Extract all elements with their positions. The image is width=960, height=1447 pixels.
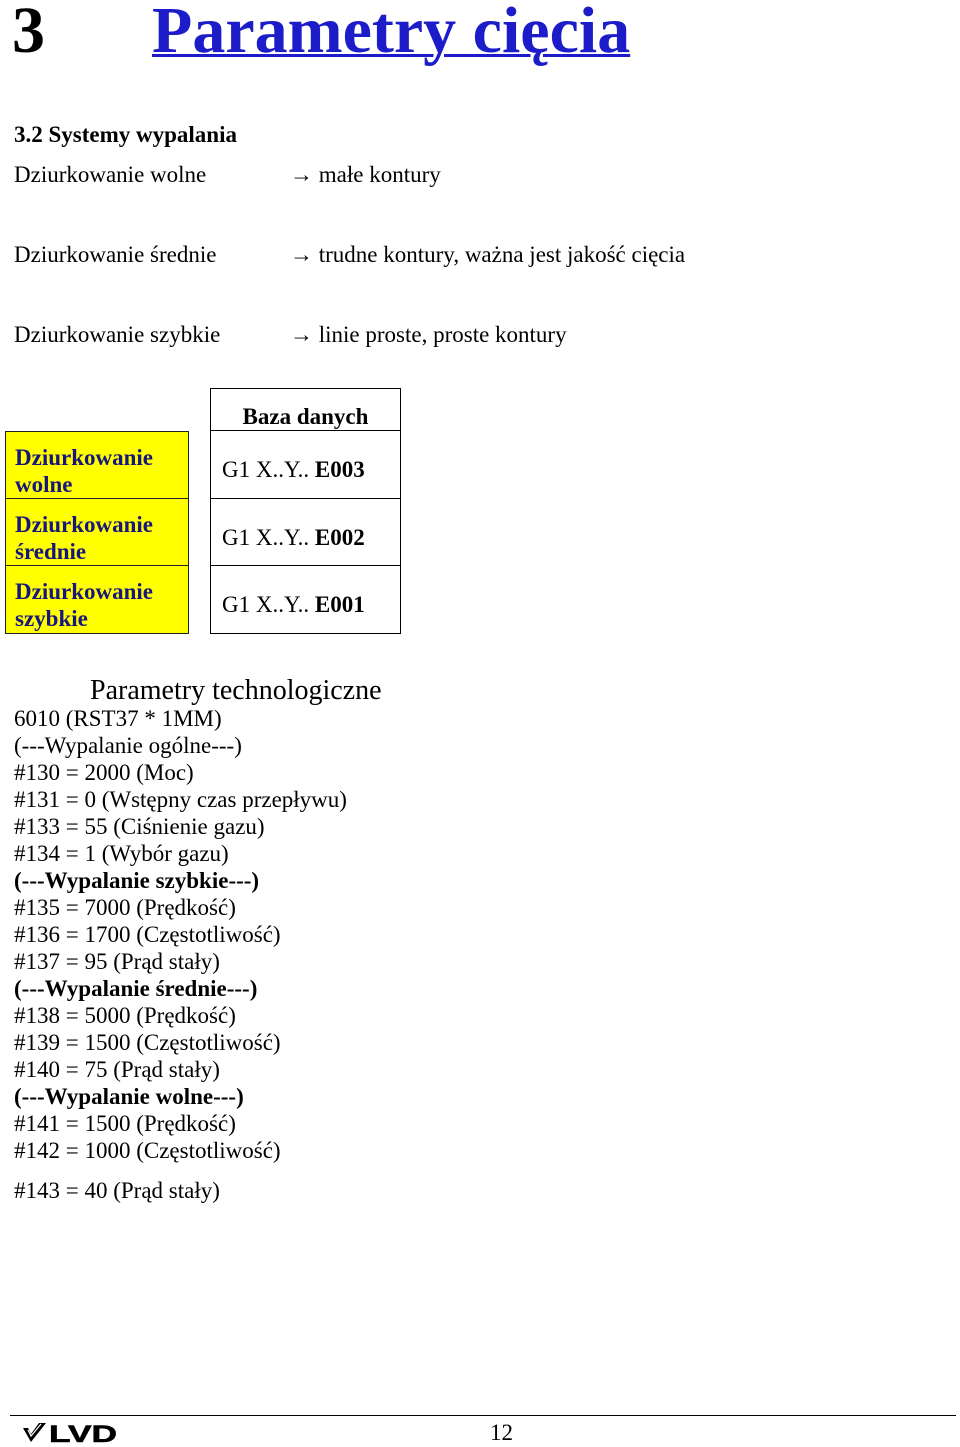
db-command: G1 X..Y.. — [222, 592, 310, 617]
parameter-line: #134 = 1 (Wybór gazu) — [14, 841, 229, 866]
parameter-line: #137 = 95 (Prąd stały) — [14, 949, 220, 974]
parameter-group-heading: (---Wypalanie szybkie---) — [14, 868, 260, 893]
parameter-group-heading: (---Wypalanie wolne---) — [14, 1084, 244, 1109]
table-db-cell — [210, 498, 401, 566]
db-code: E002 — [314, 525, 365, 550]
parameter-line: #133 = 55 (Ciśnienie gazu) — [14, 814, 265, 839]
db-code: E001 — [314, 592, 365, 617]
table-header-database: Baza danych — [210, 388, 401, 431]
table-mode-label: Dziurkowanie wolne — [15, 445, 153, 497]
parameters-list — [14, 705, 347, 1204]
table-mode-label: Dziurkowanie szybkie — [15, 579, 153, 631]
parameter-line: 6010 (RST37 * 1MM) — [14, 706, 222, 731]
chapter-number: 3 — [12, 0, 45, 67]
parameter-line: #136 = 1700 (Częstotliwość) — [14, 922, 281, 947]
table-mode-cell — [5, 565, 189, 634]
chapter-title: Parametry cięcia — [152, 0, 631, 67]
mode-description: → trudne kontury, ważna jest jakość cięcia — [290, 242, 686, 267]
mode-name: Dziurkowanie wolne — [14, 162, 207, 187]
db-command: G1 X..Y.. — [222, 457, 310, 482]
parameter-group-heading: (---Wypalanie średnie---) — [14, 976, 258, 1001]
parameter-line: #142 = 1000 (Częstotliwość) — [14, 1138, 281, 1163]
table-mode-cell — [5, 431, 189, 499]
mode-description: → małe kontury — [290, 162, 441, 187]
table-mode-label: Dziurkowanie średnie — [15, 512, 153, 564]
parameter-line: #135 = 7000 (Prędkość) — [14, 895, 236, 920]
parameter-group-heading: (---Wypalanie ogólne---) — [14, 733, 242, 758]
parameters-title: Parametry technologiczne — [90, 675, 382, 706]
parameter-line: #141 = 1500 (Prędkość) — [14, 1111, 236, 1136]
mode-description: → linie proste, proste kontury — [290, 322, 567, 347]
footer-rule — [10, 1415, 956, 1416]
section-title: 3.2 Systemy wypalania — [14, 122, 237, 147]
table-mode-cell — [5, 498, 189, 566]
mode-name: Dziurkowanie szybkie — [14, 322, 221, 347]
page-number: 12 — [490, 1420, 513, 1445]
db-code: E003 — [314, 457, 365, 482]
parameter-line: #130 = 2000 (Moc) — [14, 760, 194, 785]
parameter-line: #139 = 1500 (Częstotliwość) — [14, 1030, 281, 1055]
parameter-line: #140 = 75 (Prąd stały) — [14, 1057, 220, 1082]
mode-name: Dziurkowanie średnie — [14, 242, 217, 267]
parameter-line: #131 = 0 (Wstępny czas przepływu) — [14, 787, 347, 812]
lvd-logo — [22, 1421, 120, 1445]
table-db-cell — [210, 565, 401, 634]
parameter-line: #138 = 5000 (Prędkość) — [14, 1003, 236, 1028]
parameter-line: #143 = 40 (Prąd stały) — [14, 1178, 220, 1203]
logo-text: LVD — [49, 1421, 117, 1445]
table-db-cell — [210, 430, 401, 499]
db-command: G1 X..Y.. — [222, 525, 310, 550]
